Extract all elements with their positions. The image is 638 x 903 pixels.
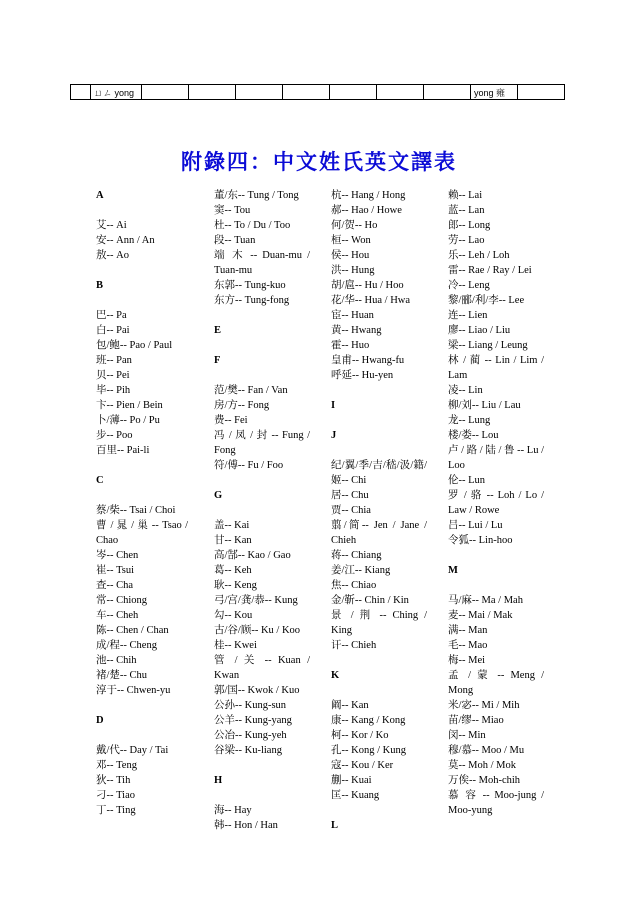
- surname-entry: 焦-- Chiao: [331, 580, 377, 591]
- surname-entry: 凌-- Lin: [448, 385, 483, 396]
- surname-entry: 狄-- Tih: [96, 775, 131, 786]
- surname-entry: 宦-- Huan: [331, 310, 374, 321]
- surname-entry: 柯-- Kor / Ko: [331, 730, 389, 741]
- surname-entry: 端 木 -- Duan-mu / Tuan-mu: [214, 250, 310, 276]
- surname-entry: 孔-- Kong / Kung: [331, 745, 406, 756]
- surname-entry: 万俟-- Moh-chih: [448, 775, 521, 786]
- surname-entry: 龙-- Lung: [448, 415, 491, 426]
- surname-entry: 匡-- Kuang: [331, 790, 380, 801]
- surname-entry: 罗 / 骆 -- Loh / Lo / Law / Rowe: [448, 490, 544, 516]
- spacer: [214, 338, 310, 353]
- surname-entry: 梁-- Liang / Leung: [448, 340, 528, 351]
- surname-entry: 居-- Chu: [331, 490, 369, 501]
- table-cell: [377, 85, 424, 100]
- spacer: [214, 758, 310, 773]
- surname-entry: 安-- Ann / An: [96, 235, 155, 246]
- surname-entry: 巴-- Pa: [96, 310, 127, 321]
- surname-entry: 贾-- Chia: [331, 505, 371, 516]
- surname-entry: 黎/郦/利/李-- Lee: [448, 295, 525, 306]
- section-letter: D: [96, 715, 104, 726]
- surname-entry: 班-- Pan: [96, 355, 132, 366]
- surname-entry: 查-- Cha: [96, 580, 134, 591]
- surname-entry: 连-- Lien: [448, 310, 488, 321]
- table-cell: [189, 85, 236, 100]
- table-row: [71, 85, 565, 100]
- surname-entry: 郭/国-- Kwok / Kuo: [214, 685, 300, 696]
- spacer: [96, 488, 188, 503]
- surname-entry: 陈-- Chen / Chan: [96, 625, 169, 636]
- surname-entry: 孟 / 蒙 -- Meng / Mong: [448, 670, 544, 696]
- surname-entry: 麦-- Mai / Mak: [448, 610, 513, 621]
- surname-entry: 弓/宫/龚/恭-- Kung: [214, 595, 298, 606]
- surname-entry: 刁-- Tiao: [96, 790, 135, 801]
- section-letter: M: [448, 565, 458, 576]
- surname-entry: 纪/翼/季/吉/嵇/汲/籍/姬-- Chi: [331, 460, 427, 486]
- surname-entry: 东方-- Tung-fong: [214, 295, 290, 306]
- table-cell: [518, 85, 565, 100]
- surname-entry: 盖-- Kai: [214, 520, 250, 531]
- surname-entry: 胡/扈-- Hu / Hoo: [331, 280, 404, 291]
- spacer: [96, 698, 188, 713]
- surname-entry: 金/靳-- Chin / Kin: [331, 595, 409, 606]
- surname-entry: 艾-- Ai: [96, 220, 127, 231]
- surname-entry: 成/程-- Cheng: [96, 640, 157, 651]
- section-letter: C: [96, 475, 104, 486]
- surname-entry: 东郭-- Tung-kuo: [214, 280, 286, 291]
- surname-entry: 崔-- Tsui: [96, 565, 135, 576]
- surname-entry: 敖-- Ao: [96, 250, 129, 261]
- surname-entry: 范/樊-- Fan / Van: [214, 385, 288, 396]
- surname-entry: 房/方-- Fong: [214, 400, 270, 411]
- surname-entry: 劳-- Lao: [448, 235, 485, 246]
- surname-entry: 步-- Poo: [96, 430, 133, 441]
- surname-entry: 杭-- Hang / Hong: [331, 190, 406, 201]
- spacer: [331, 683, 427, 698]
- surname-entry: 郝-- Hao / Howe: [331, 205, 402, 216]
- surname-entry: 讦-- Chieh: [331, 640, 377, 651]
- surname-entry: 米/宓-- Mi / Mih: [448, 700, 520, 711]
- section-letter: H: [214, 775, 223, 786]
- surname-entry: 符/傅-- Fu / Foo: [214, 460, 284, 471]
- surname-entry: 古/谷/顾-- Ku / Koo: [214, 625, 301, 636]
- surname-entry: 吕-- Lui / Lu: [448, 520, 503, 531]
- surname-entry: 毕-- Pih: [96, 385, 131, 396]
- surname-entry: 景 / 荆 -- Ching / King: [331, 610, 427, 636]
- surname-entry: 伦-- Lun: [448, 475, 486, 486]
- surname-entry: 阚-- Kan: [331, 700, 369, 711]
- spacer: [448, 548, 544, 563]
- surname-entry: 卜/薄-- Po / Pu: [96, 415, 160, 426]
- surname-entry: 公羊-- Kung-yang: [214, 715, 292, 726]
- section-letter: L: [331, 820, 339, 831]
- surname-entry: 曹 / 晁 / 巢 -- Tsao / Chao: [96, 520, 188, 546]
- table-cell: [330, 85, 377, 100]
- surname-entry: 勾-- Kou: [214, 610, 253, 621]
- surname-entry: 韩-- Hon / Han: [214, 820, 278, 831]
- surname-entry: 赖-- Lai: [448, 190, 483, 201]
- surname-entry: 黄-- Hwang: [331, 325, 382, 336]
- surname-entry: 窦-- Tou: [214, 205, 251, 216]
- surname-entry: 卞-- Pien / Bein: [96, 400, 163, 411]
- surname-entry: 段-- Tuan: [214, 235, 256, 246]
- surname-entry: 耿-- Keng: [214, 580, 257, 591]
- table-cell: yong 雍: [471, 85, 518, 100]
- surname-entry: 柳/刘-- Liu / Lau: [448, 400, 521, 411]
- table-cell: [283, 85, 330, 100]
- section-letter: A: [96, 190, 104, 201]
- surname-entry: 公冶-- Kung-yeh: [214, 730, 287, 741]
- surname-entry: 百里-- Pai-li: [96, 445, 150, 456]
- surname-entry: 卢 / 路 / 陆 / 鲁 -- Lu / Loo: [448, 445, 544, 471]
- surname-entry: 苗/缪-- Miao: [448, 715, 504, 726]
- surname-entry: 雷-- Rae / Ray / Lei: [448, 265, 532, 276]
- surname-entry: 康-- Kang / Kong: [331, 715, 406, 726]
- table-cell: [424, 85, 471, 100]
- surname-entry: 蒯-- Kuai: [331, 775, 372, 786]
- surname-entry: 谷梁-- Ku-liang: [214, 745, 282, 756]
- surname-entry: 呼延-- Hu-yen: [331, 370, 394, 381]
- surname-entry: 邓-- Teng: [96, 760, 137, 771]
- surname-entry: 蔡/柴-- Tsai / Choi: [96, 505, 176, 516]
- surname-entry: 慕 容 -- Moo-jung / Moo-yung: [448, 790, 544, 816]
- spacer: [214, 368, 310, 383]
- section-letter: F: [214, 355, 221, 366]
- surname-entry: 管 / 关 -- Kuan / Kwan: [214, 655, 310, 681]
- spacer: [214, 473, 310, 488]
- surname-entry: 岑-- Chen: [96, 550, 139, 561]
- surname-entry: 丁-- Ting: [96, 805, 136, 816]
- table-cell: [71, 85, 91, 100]
- surname-entry: 褚/楚-- Chu: [96, 670, 148, 681]
- section-letter: B: [96, 280, 104, 291]
- surname-entry: 杜-- To / Du / Too: [214, 220, 291, 231]
- spacer: [96, 203, 188, 218]
- surname-entry: 桓-- Won: [331, 235, 371, 246]
- surname-entry: 毛-- Mao: [448, 640, 488, 651]
- surname-entry: 车-- Cheh: [96, 610, 139, 621]
- surname-entry: 海-- Hay: [214, 805, 252, 816]
- surname-column-4: [448, 188, 544, 818]
- surname-entry: 林 / 蔺 -- Lin / Lim / Lam: [448, 355, 544, 381]
- spacer: [331, 653, 427, 668]
- surname-entry: 戴/代-- Day / Tai: [96, 745, 169, 756]
- spacer: [96, 458, 188, 473]
- section-letter: E: [214, 325, 222, 336]
- surname-entry: 公孙-- Kung-sun: [214, 700, 287, 711]
- surname-entry: 霍-- Huo: [331, 340, 370, 351]
- surname-column-3: [331, 188, 427, 833]
- surname-entry: 皇甫-- Hwang-fu: [331, 355, 405, 366]
- surname-entry: 包/鲍-- Pao / Paul: [96, 340, 173, 351]
- surname-entry: 花/华-- Hua / Hwa: [331, 295, 411, 306]
- surname-entry: 莫-- Moh / Mok: [448, 760, 516, 771]
- surname-entry: 闵-- Min: [448, 730, 486, 741]
- section-letter: K: [331, 670, 340, 681]
- surname-entry: 蓝-- Lan: [448, 205, 485, 216]
- surname-entry: 桂-- Kwei: [214, 640, 257, 651]
- spacer: [331, 413, 427, 428]
- table-cell: [236, 85, 283, 100]
- surname-entry: 高/郜-- Kao / Gao: [214, 550, 291, 561]
- surname-entry: 姜/江-- Kiang: [331, 565, 391, 576]
- surname-entry: 马/麻-- Ma / Mah: [448, 595, 523, 606]
- surname-entry: 侯-- Hou: [331, 250, 370, 261]
- surname-column-2: [214, 188, 310, 833]
- surname-entry: 洪-- Hung: [331, 265, 375, 276]
- spacer: [331, 383, 427, 398]
- spacer: [214, 788, 310, 803]
- spacer: [448, 578, 544, 593]
- spacer: [96, 293, 188, 308]
- surname-entry: 甘-- Kan: [214, 535, 252, 546]
- surname-entry: 郎-- Long: [448, 220, 491, 231]
- spacer: [214, 308, 310, 323]
- spacer: [214, 503, 310, 518]
- spacer: [331, 443, 427, 458]
- surname-entry: 蒋-- Chiang: [331, 550, 382, 561]
- surname-entry: 葛-- Keh: [214, 565, 252, 576]
- surname-entry: 翦/简-- Jen / Jane / Chieh: [331, 520, 427, 546]
- surname-entry: 穆/慕-- Moo / Mu: [448, 745, 525, 756]
- pinyin-table-fragment: [70, 84, 565, 100]
- surname-column-1: [96, 188, 188, 818]
- surname-entry: 池-- Chih: [96, 655, 137, 666]
- table-cell: [142, 85, 189, 100]
- surname-entry: 梅-- Mei: [448, 655, 486, 666]
- surname-entry: 乐-- Leh / Loh: [448, 250, 510, 261]
- page-title: 附錄四：中文姓氏英文譯表: [181, 150, 457, 174]
- spacer: [96, 728, 188, 743]
- surname-entry: 冯 / 凤 / 封 -- Fung / Fong: [214, 430, 310, 456]
- surname-entry: 董/东-- Tung / Tong: [214, 190, 299, 201]
- surname-entry: 寇-- Kou / Ker: [331, 760, 394, 771]
- surname-entry: 廖-- Liao / Liu: [448, 325, 511, 336]
- surname-entry: 楼/娄-- Lou: [448, 430, 499, 441]
- surname-entry: 贝-- Pei: [96, 370, 130, 381]
- surname-entry: 满-- Man: [448, 625, 488, 636]
- table-cell: ㄩㄥ yong: [91, 85, 142, 100]
- surname-entry: 淳于-- Chwen-yu: [96, 685, 171, 696]
- surname-entry: 冷-- Leng: [448, 280, 490, 291]
- surname-entry: 令狐-- Lin-hoo: [448, 535, 513, 546]
- section-letter: I: [331, 400, 336, 411]
- surname-entry: 常-- Chiong: [96, 595, 148, 606]
- section-letter: G: [214, 490, 223, 501]
- surname-entry: 费-- Fei: [214, 415, 248, 426]
- section-letter: J: [331, 430, 337, 441]
- spacer: [96, 263, 188, 278]
- surname-entry: 白-- Pai: [96, 325, 130, 336]
- spacer: [331, 803, 427, 818]
- surname-entry: 何/贺-- Ho: [331, 220, 378, 231]
